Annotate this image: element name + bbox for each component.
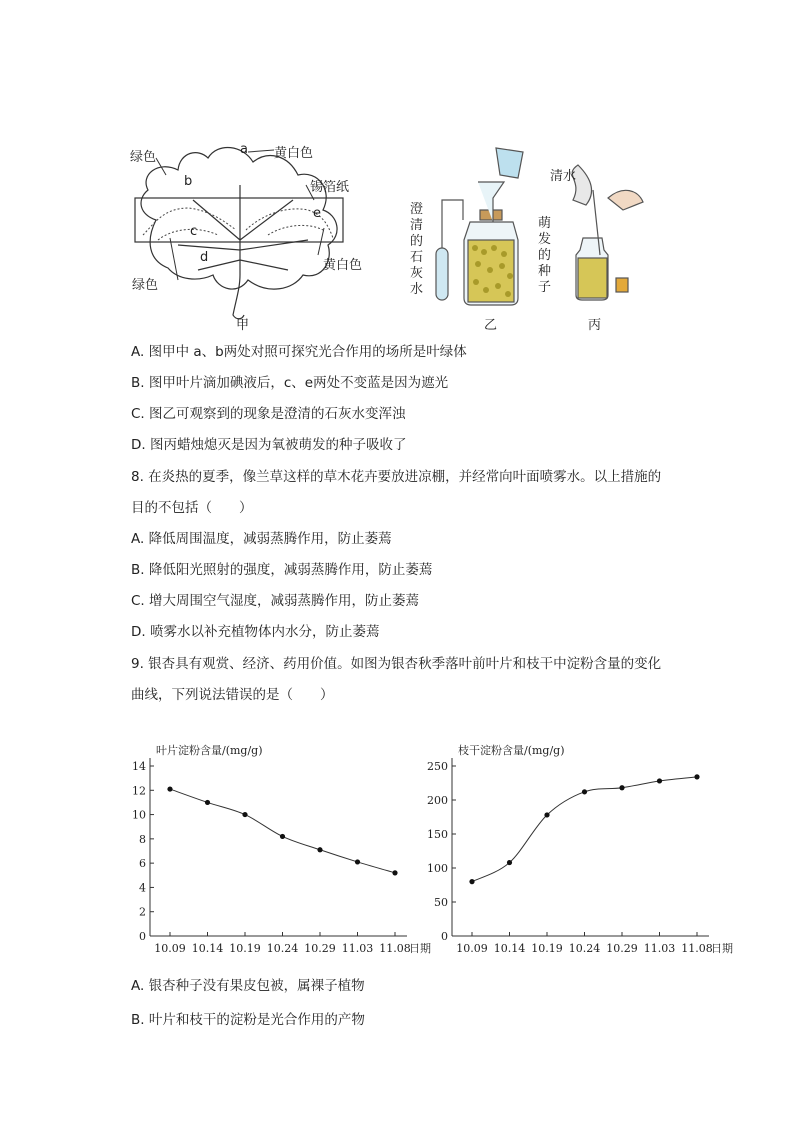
bottle-yi xyxy=(436,148,523,305)
label-yellow-white-top: 黄白色 xyxy=(274,146,314,161)
x-tick-label: 10.29 xyxy=(304,942,336,955)
y-tick-label: 0 xyxy=(139,930,146,943)
q7-option-a: A. 图甲中 a、b两处对照可探究光合作用的场所是叶绿体 xyxy=(131,344,467,360)
data-point xyxy=(242,812,247,817)
data-point xyxy=(280,834,285,839)
q8-option-a: A. 降低周围温度，减弱蒸腾作用，防止萎蔫 xyxy=(131,531,392,547)
experiment-illustration xyxy=(118,130,658,335)
label-green-bottom: 绿色 xyxy=(132,278,159,293)
y-axis-label: 枝干淀粉含量/(mg/g) xyxy=(458,744,565,757)
bottle-bing xyxy=(572,165,643,300)
y-tick-label: 14 xyxy=(132,760,146,773)
label-yellow-white-right: 黄白色 xyxy=(323,258,363,273)
q9-stem-line1: 9. 银杏具有观赏、经济、药用价值。如图为银杏秋季落叶前叶片和枝干中淀粉含量的变化 xyxy=(131,656,662,672)
x-tick-label: 11.08 xyxy=(681,942,713,955)
x-tick-label: 10.24 xyxy=(266,942,299,955)
label-e: e xyxy=(313,206,321,221)
x-tick-label: 10.14 xyxy=(191,942,224,955)
q8-stem-line1: 8. 在炎热的夏季，像兰草这样的草木花卉要放进凉棚，并经常向叶面喷雾水。以上措施的 xyxy=(131,469,662,485)
x-tick-label: 10.19 xyxy=(531,942,563,955)
y-tick-label: 4 xyxy=(139,881,146,895)
x-tick-label: 11.08 xyxy=(379,942,411,955)
y-tick-label: 0 xyxy=(441,930,448,943)
x-tick-label: 10.29 xyxy=(606,942,638,955)
data-point xyxy=(507,860,512,865)
data-point xyxy=(619,785,624,790)
data-point xyxy=(694,774,699,779)
y-tick-label: 100 xyxy=(427,862,448,875)
label-green-top: 绿色 xyxy=(130,150,157,165)
label-limewater: 澄清的石灰水 xyxy=(410,202,424,297)
leaf-starch-chart xyxy=(118,740,431,965)
series-line xyxy=(170,789,395,873)
data-point xyxy=(469,879,474,884)
x-tick-label: 10.19 xyxy=(229,942,261,955)
y-tick-label: 200 xyxy=(427,794,448,807)
q8-option-b: B. 降低阳光照射的强度，减弱蒸腾作用，防止萎蔫 xyxy=(131,562,433,578)
y-axis-label: 叶片淀粉含量/(mg/g) xyxy=(156,744,263,757)
q8-option-d: D. 喷雾水以补充植物体内水分，防止萎蔫 xyxy=(131,624,380,640)
q7-option-d: D. 图丙蜡烛熄灭是因为氧被萌发的种子吸收了 xyxy=(131,437,407,453)
leaf-drawing xyxy=(141,147,337,318)
data-point xyxy=(657,778,662,783)
y-tick-label: 150 xyxy=(427,828,448,841)
label-d: d xyxy=(200,250,209,265)
experiment-figure xyxy=(118,130,658,335)
label-bing: 丙 xyxy=(588,318,602,333)
x-axis-label: 日期 xyxy=(711,942,733,955)
q9-option-b: B. 叶片和枝干的淀粉是光合作用的产物 xyxy=(131,1012,365,1028)
y-tick-label: 6 xyxy=(139,857,146,871)
label-a: a xyxy=(240,142,248,157)
y-tick-label: 12 xyxy=(132,784,146,798)
data-point xyxy=(544,812,549,817)
y-tick-label: 10 xyxy=(132,808,146,822)
x-tick-label: 11.03 xyxy=(643,942,676,955)
data-point xyxy=(167,786,172,791)
q7-option-b: B. 图甲叶片滴加碘液后，c、e两处不变蓝是因为遮光 xyxy=(131,375,449,391)
label-c: c xyxy=(190,224,198,239)
label-sprouting-seeds: 萌发的种子 xyxy=(538,216,552,295)
y-tick-label: 250 xyxy=(427,760,448,773)
label-clear-water: 清水 xyxy=(550,169,577,184)
label-jia: 甲 xyxy=(236,318,250,333)
x-tick-label: 10.24 xyxy=(568,942,601,955)
y-tick-label: 50 xyxy=(434,896,448,909)
q7-option-c: C. 图乙可观察到的现象是澄清的石灰水变浑浊 xyxy=(131,406,406,422)
label-b: b xyxy=(184,174,193,189)
q8-stem-line2: 目的不包括（ ） xyxy=(131,500,253,516)
q9-option-a: A. 银杏种子没有果皮包被，属裸子植物 xyxy=(131,978,365,994)
q8-option-c: C. 增大周围空气湿度，减弱蒸腾作用，防止萎蔫 xyxy=(131,593,420,609)
label-yi: 乙 xyxy=(484,318,498,333)
x-tick-label: 10.14 xyxy=(493,942,526,955)
y-tick-label: 2 xyxy=(139,905,146,919)
data-point xyxy=(317,847,322,852)
data-point xyxy=(205,800,210,805)
label-foil: 锡箔纸 xyxy=(310,180,350,195)
x-tick-label: 10.09 xyxy=(456,942,488,955)
q9-stem-line2: 曲线，下列说法错误的是（ ） xyxy=(131,687,334,703)
data-point xyxy=(355,859,360,864)
x-tick-label: 10.09 xyxy=(154,942,186,955)
branch-starch-chart xyxy=(408,740,733,965)
data-point xyxy=(392,870,397,875)
x-axis-label: 日期 xyxy=(409,942,431,955)
y-tick-label: 8 xyxy=(139,832,146,846)
data-point xyxy=(582,789,587,794)
x-tick-label: 11.03 xyxy=(341,942,374,955)
